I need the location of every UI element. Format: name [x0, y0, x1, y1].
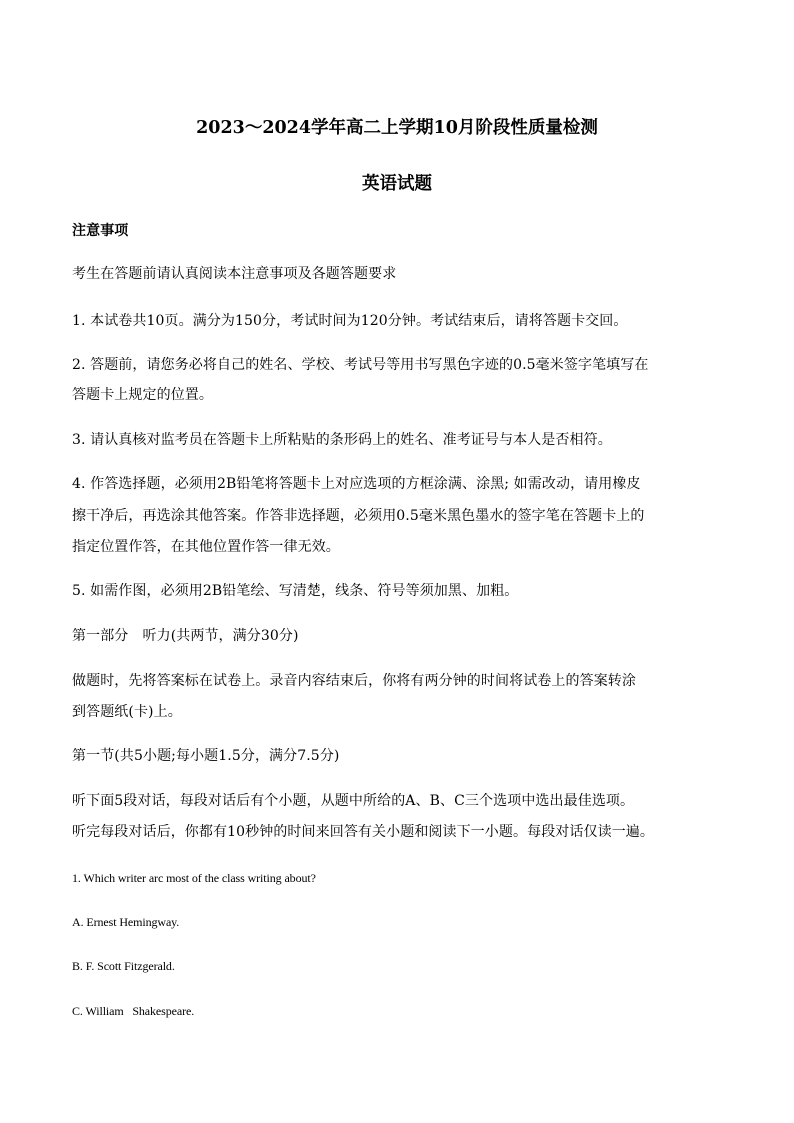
exam-title: 2023～2024学年高二上学期10月阶段性质量检测	[196, 118, 598, 138]
notice-intro: 考生在答题前请认真阅读本注意事项及各题答题要求	[72, 266, 397, 282]
part1-instruction-2: 到答题纸(卡)上。	[72, 704, 182, 720]
question-1-option-a: A. Ernest Hemingway.	[72, 915, 180, 929]
question-1-option-b: B. F. Scott Fitzgerald.	[72, 959, 175, 973]
question-1-option-c: C. William Shakespeare.	[72, 1004, 195, 1018]
notice-item-2-cont: 答题卡上规定的位置。	[72, 387, 213, 403]
section1-instruction-2: 听完每段对话后，你都有10秒钟的时间来回答有关小题和阅读下一小题。每段对话仅读一遍。	[72, 824, 655, 840]
section1-heading: 第一节(共5小题;每小题1.5分，满分7.5分)	[72, 748, 340, 764]
notice-item-5: 5. 如需作图，必须用2B铅笔绘、写清楚，线条、符号等须加黑、加粗。	[72, 583, 519, 599]
question-1-stem: 1. Which writer arc most of the class writing about?	[72, 871, 316, 885]
section1-instruction-1: 听下面5段对话，每段对话后有个小题，从题中所给的A、B、C三个选项中选出最佳选项。	[72, 793, 635, 809]
notice-heading: 注意事项	[72, 223, 129, 239]
part1-instruction-1: 做题时，先将答案标在试卷上。录音内容结束后，你将有两分钟的时间将试卷上的答案转涂	[72, 673, 636, 689]
notice-item-4-cont-1: 擦干净后，再选涂其他答案。作答非选择题，必须用0.5毫米黑色墨水的签字笔在答题卡上的	[72, 508, 645, 524]
notice-item-4: 4. 作答选择题，必须用2B铅笔将答题卡上对应选项的方框涂满、涂黑; 如需改动，请用橡皮	[72, 476, 641, 492]
part1-heading: 第一部分 听力(共两节，满分30分)	[72, 628, 299, 644]
notice-item-1: 1. 本试卷共10页。满分为150分，考试时间为120分钟。考试结束后，请将答题卡交回。	[72, 313, 628, 329]
notice-item-3: 3. 请认真核对监考员在答题卡上所粘贴的条形码上的姓名、准考证号与本人是否相符。	[72, 432, 612, 448]
notice-item-4-cont-2: 指定位置作答，在其他位置作答一律无效。	[72, 539, 340, 555]
exam-subtitle: 英语试题	[362, 174, 432, 194]
notice-item-2: 2. 答题前，请您务必将自己的姓名、学校、考试号等用书写黑色字迹的0.5毫米签字笔填写在	[72, 357, 649, 373]
